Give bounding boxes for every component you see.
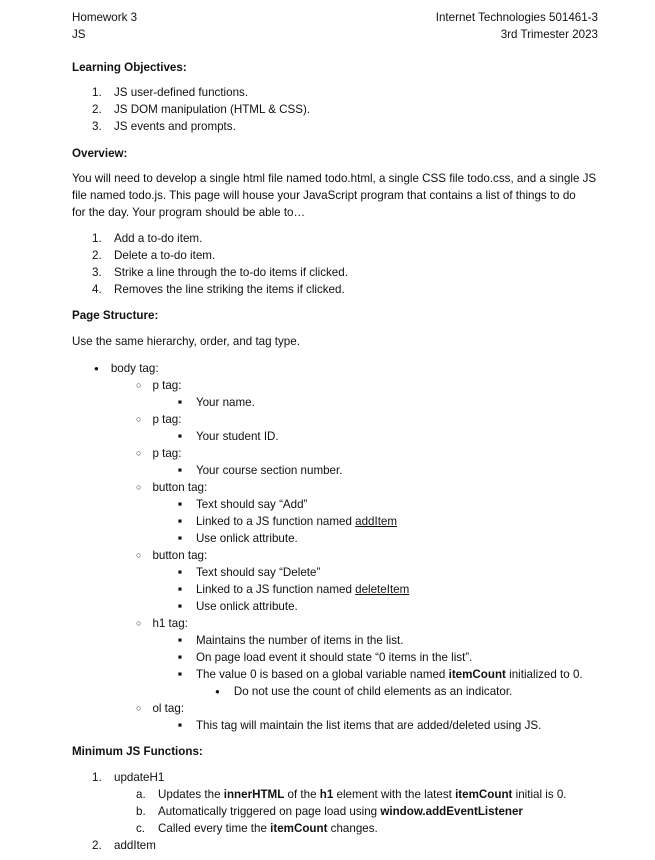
bullet-square-icon [178,515,182,528]
bullet-disc-icon [94,362,99,375]
function-name: deleteItem [355,583,410,596]
bullet-square-icon [178,583,182,596]
list-item-text: initialized to 0. [505,668,583,681]
variable-name: itemCount [448,668,506,681]
list-item-text: Add a to-do item. [114,232,203,245]
bullet-circle-icon [136,617,141,630]
bullet-circle-icon [136,702,141,715]
text: Called every time the [158,822,271,835]
list-item: 1. Add a to-do item. [92,232,203,245]
bullet-circle-icon [136,481,141,494]
list-item-text: updateH1 [114,771,165,784]
bullet-square-icon [178,634,182,647]
list-letter: a. [136,788,146,801]
list-item [178,651,472,665]
homework-subject: JS [72,28,86,41]
list-item-text: button tag: [152,549,208,562]
list-item [136,447,181,461]
list-number: 1. [92,771,102,784]
list-item-text: Strike a line through the to-do items if clicked. [114,266,348,279]
trimester: 3rd Trimester 2023 [500,28,598,41]
list-item-text: Your course section number. [195,464,343,477]
list-item-text: Text should say “Delete” [195,566,321,579]
bullet-circle-icon [136,413,141,426]
overview-line: file named todo.js. This page will house your JavaScript program that contains a list of things to do [72,189,576,202]
list-item [136,549,207,563]
bullet-square-icon [178,498,182,511]
list-item [178,719,541,733]
function-name: addItem [355,515,398,528]
list-item-text: Your name. [195,396,255,409]
bullet-square-icon [178,600,182,613]
list-item-text: Use onlick attribute. [195,600,298,613]
list-item: 4. Removes the line striking the items if clicked. [92,283,345,296]
list-item [178,532,298,546]
header-right [436,11,598,45]
list-item-text: This tag will maintain the list items that are added/deleted using JS. [195,719,542,732]
list-item [92,771,164,785]
list-item [178,583,409,597]
text: initial is 0. [512,788,567,801]
list-item [178,668,583,682]
bold-text: h1 [319,788,334,801]
list-item [178,515,397,529]
bold-text: innerHTML [223,788,285,801]
list-item [178,566,320,580]
list-item [178,464,342,478]
list-item [92,839,156,853]
list-item [178,498,307,512]
text: of the [284,788,320,801]
list-item-text: Linked to a JS function named [195,583,356,596]
list-item [136,788,567,802]
text: element with the latest [333,788,456,801]
bullet-circle-icon [136,447,141,460]
list-item [136,805,523,819]
list-item: 3. Strike a line through the to-do items if clicked. [92,266,348,279]
bullet-square-icon [178,668,182,681]
list-item-text: Your student ID. [195,430,279,443]
list-item: 3. JS events and prompts. [92,120,236,133]
list-item-text: Maintains the number of items in the list. [195,634,404,647]
list-item-text: Removes the line striking the items if clicked. [114,283,345,296]
text: Automatically triggered on page load using [158,805,381,818]
list-item-text: JS events and prompts. [114,120,236,133]
list-item-text: Do not use the count of child elements as an indicator. [233,685,513,698]
min-js-title: Minimum JS Functions: [72,745,203,758]
list-item [94,362,159,376]
list-item [178,600,298,614]
bullet-circle-icon [136,379,141,392]
list-item [136,379,181,393]
list-item [136,481,207,495]
list-item: 2. Delete a to-do item. [92,249,216,262]
text: changes. [327,822,378,835]
overview-line: for the day. Your program should be able to… [72,206,306,219]
list-item-text: Use onlick attribute. [195,532,298,545]
overview-line: You will need to develop a single html file named todo.html, a single CSS file todo.css, and a single JS [72,172,597,185]
list-item [178,430,279,444]
bold-text: itemCount [455,788,513,801]
text: Updates the [158,788,224,801]
bullet-square-icon [178,396,182,409]
homework-title: Homework 3 [72,11,138,24]
list-item [215,685,512,699]
list-item-text: JS user-defined functions. [114,86,249,99]
bold-text: itemCount [270,822,328,835]
bullet-square-icon [178,430,182,443]
page-structure-intro: Use the same hierarchy, order, and tag type. [72,335,300,348]
list-item-text: Text should say “Add” [195,498,308,511]
learning-objectives-title: Learning Objectives: [72,61,187,74]
list-item [178,396,255,410]
bullet-circle-icon [136,549,141,562]
list-item: 1. JS user-defined functions. [92,86,249,99]
bullet-square-icon [178,719,182,732]
list-item [136,702,184,716]
list-item-text: p tag: [152,447,182,460]
bullet-disc-icon [215,685,220,698]
list-item-text: Delete a to-do item. [114,249,216,262]
list-number: 2. [92,839,102,852]
list-item-text: p tag: [152,379,182,392]
bullet-square-icon [178,566,182,579]
list-item-text: button tag: [152,481,208,494]
header-left [72,11,137,45]
bold-text: window.addEventListener [380,805,523,818]
list-item-text: On page load event it should state “0 items in the list”. [195,651,473,664]
list-item-text: addItem [114,839,156,852]
list-item-text: Linked to a JS function named [195,515,356,528]
list-item [178,634,403,648]
course-title: Internet Technologies 501461-3 [435,11,598,24]
list-item [136,413,181,427]
list-item: 2. JS DOM manipulation (HTML & CSS). [92,103,311,116]
list-item-text: JS DOM manipulation (HTML & CSS). [114,103,311,116]
bullet-square-icon [178,464,182,477]
page-structure-title: Page Structure: [72,309,159,322]
list-item [136,617,188,631]
list-item-text: ol tag: [152,702,185,715]
list-item [136,822,378,836]
list-letter: c. [136,822,146,835]
bullet-square-icon [178,651,182,664]
list-item-text: The value 0 is based on a global variable named [195,668,449,681]
list-item-text: p tag: [152,413,182,426]
list-item-text: body tag: [110,362,159,375]
list-letter: b. [136,805,146,818]
overview-title: Overview: [72,147,128,160]
list-item-text: h1 tag: [152,617,188,630]
bullet-square-icon [178,532,182,545]
